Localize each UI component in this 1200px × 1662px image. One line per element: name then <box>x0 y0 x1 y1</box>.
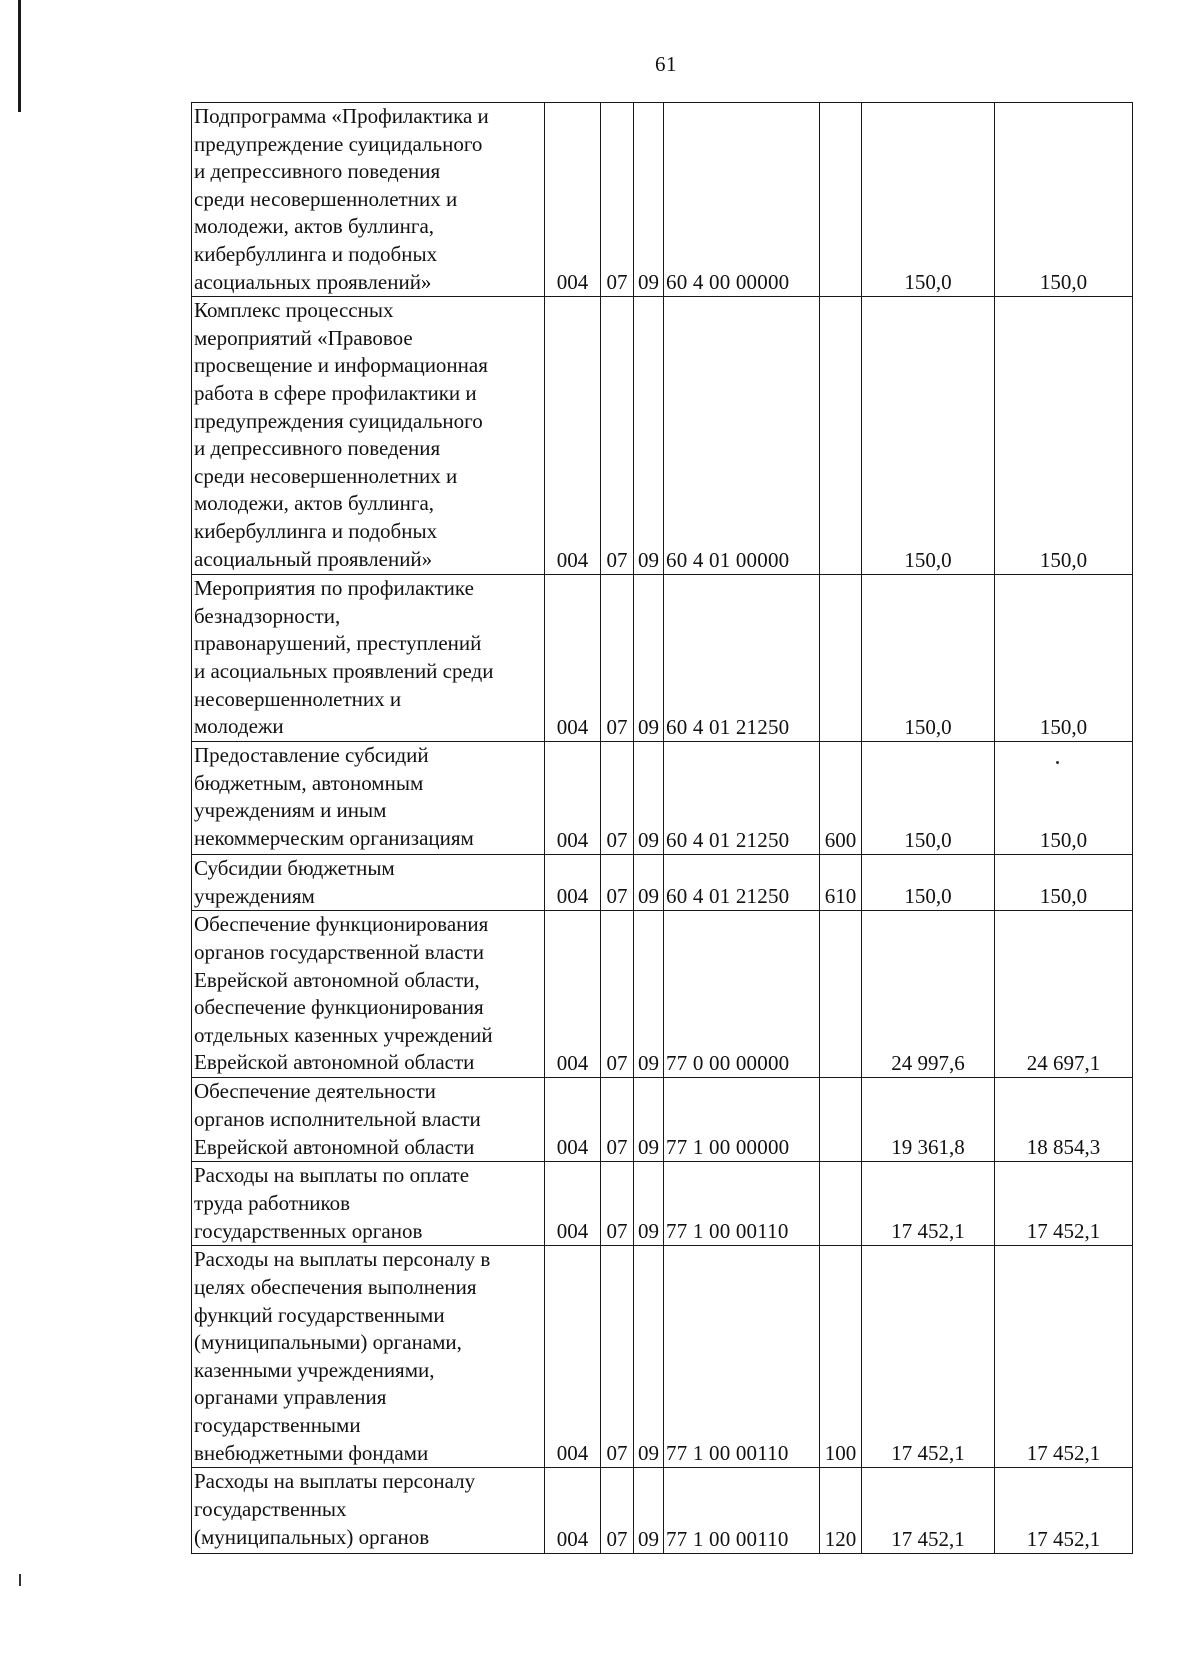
cell-rz: 07 <box>601 103 634 297</box>
cell-vr: 600 <box>820 742 862 855</box>
table-row <box>192 575 1133 742</box>
cell-sum-1: 17 452,1 <box>862 1162 995 1246</box>
cell-vr <box>820 103 862 297</box>
cell-sum-1: 150,0 <box>862 855 995 911</box>
cell-rz: 07 <box>601 575 634 742</box>
cell-pr: 09 <box>634 1246 664 1468</box>
cell-ved: 004 <box>545 297 601 575</box>
scan-edge-tick <box>19 1574 21 1586</box>
table-row <box>192 1162 1133 1246</box>
cell-sum-1: 150,0 <box>862 297 995 575</box>
row-name: Обеспечение функционирования органов государственной власти Еврейской автономной области, обеспечение функционирования отдельных казенных учреждений Еврейской автономной области <box>192 911 545 1078</box>
cell-csr: 77 1 00 00110 <box>664 1162 820 1246</box>
row-name: Расходы на выплаты по оплате труда работников государственных органов <box>192 1162 545 1246</box>
cell-ved: 004 <box>545 1078 601 1162</box>
cell-ved: 004 <box>545 1162 601 1246</box>
row-name: Расходы на выплаты персоналу в целях обеспечения выполнения функций государственными (муниципальными) органами, казенными учреждениями, органами управления государственными внебюджетными фондами <box>192 1246 545 1468</box>
cell-pr: 09 <box>634 297 664 575</box>
cell-rz: 07 <box>601 1246 634 1468</box>
cell-sum-2: 24 697,1 <box>995 911 1133 1078</box>
cell-rz: 07 <box>601 855 634 911</box>
cell-sum-2: 17 452,1 <box>995 1468 1133 1554</box>
table-row <box>192 1078 1133 1162</box>
table-row <box>192 742 1133 855</box>
cell-csr: 77 0 00 00000 <box>664 911 820 1078</box>
cell-sum-2: 150,0 <box>995 103 1133 297</box>
cell-vr <box>820 1162 862 1246</box>
cell-rz: 07 <box>601 297 634 575</box>
cell-csr: 60 4 01 21250 <box>664 742 820 855</box>
cell-pr: 09 <box>634 742 664 855</box>
cell-csr: 77 1 00 00110 <box>664 1468 820 1554</box>
cell-ved: 004 <box>545 1468 601 1554</box>
row-name: Субсидии бюджетным учреждениям <box>192 855 545 911</box>
cell-rz: 07 <box>601 911 634 1078</box>
cell-sum-1: 150,0 <box>862 742 995 855</box>
row-name: Расходы на выплаты персоналу государственных (муниципальных) органов <box>192 1468 545 1554</box>
cell-sum-2: 150,0 <box>995 575 1133 742</box>
cell-sum-1: 17 452,1 <box>862 1246 995 1468</box>
page-number: 61 <box>655 52 677 76</box>
cell-ved: 004 <box>545 911 601 1078</box>
cell-pr: 09 <box>634 855 664 911</box>
cell-sum-2: 18 854,3 <box>995 1078 1133 1162</box>
cell-pr: 09 <box>634 103 664 297</box>
cell-ved: 004 <box>545 742 601 855</box>
cell-vr: 610 <box>820 855 862 911</box>
table-row <box>192 911 1133 1078</box>
row-name: Предоставление субсидий бюджетным, автономным учреждениям и иным некоммерческим организациям <box>192 742 545 855</box>
table-row <box>192 103 1133 297</box>
table-row <box>192 1468 1133 1554</box>
cell-pr: 09 <box>634 1162 664 1246</box>
cell-sum-2: 17 452,1 <box>995 1246 1133 1468</box>
cell-csr: 77 1 00 00110 <box>664 1246 820 1468</box>
cell-ved: 004 <box>545 855 601 911</box>
cell-sum-1: 24 997,6 <box>862 911 995 1078</box>
cell-vr <box>820 1078 862 1162</box>
row-name: Обеспечение деятельности органов исполнительной власти Еврейской автономной области <box>192 1078 545 1162</box>
cell-pr: 09 <box>634 1078 664 1162</box>
table-row <box>192 855 1133 911</box>
cell-csr: 60 4 01 21250 <box>664 575 820 742</box>
cell-csr: 77 1 00 00000 <box>664 1078 820 1162</box>
table-row <box>192 1246 1133 1468</box>
row-name: Мероприятия по профилактике безнадзорности, правонарушений, преступлений и асоциальных проявлений среди несовершеннолетних и молодежи <box>192 575 545 742</box>
row-name: Подпрограмма «Профилактика и предупреждение суицидального и депрессивного поведения среди несовершеннолетних и молодежи, актов буллинга, кибербуллинга и подобных асоциальных проявлений» <box>192 103 545 297</box>
cell-ved: 004 <box>545 1246 601 1468</box>
cell-rz: 07 <box>601 1078 634 1162</box>
cell-pr: 09 <box>634 911 664 1078</box>
table-row <box>192 297 1133 575</box>
cell-vr <box>820 911 862 1078</box>
cell-vr: 120 <box>820 1468 862 1554</box>
cell-vr <box>820 297 862 575</box>
cell-pr: 09 <box>634 575 664 742</box>
cell-sum-1: 19 361,8 <box>862 1078 995 1162</box>
cell-ved: 004 <box>545 575 601 742</box>
cell-vr: 100 <box>820 1246 862 1468</box>
cell-sum-2: 150,0 <box>995 855 1133 911</box>
cell-sum-2: 17 452,1 <box>995 1162 1133 1246</box>
cell-csr: 60 4 01 21250 <box>664 855 820 911</box>
cell-pr: 09 <box>634 1468 664 1554</box>
cell-sum-1: 150,0 <box>862 103 995 297</box>
row-name: Комплекс процессных мероприятий «Правовое просвещение и информационная работа в сфере профилактики и предупреждения суицидального и депрессивного поведения среди несовершеннолетних и молодежи, актов буллинга, кибербуллинга и подобных асоциальный проявлений» <box>192 297 545 575</box>
cell-vr <box>820 575 862 742</box>
budget-table <box>191 102 1133 1554</box>
cell-ved: 004 <box>545 103 601 297</box>
cell-rz: 07 <box>601 1162 634 1246</box>
cell-sum-1: 150,0 <box>862 575 995 742</box>
cell-csr: 60 4 01 00000 <box>664 297 820 575</box>
cell-sum-1: 17 452,1 <box>862 1468 995 1554</box>
cell-sum-2: 150,0 <box>995 742 1133 855</box>
cell-csr: 60 4 00 00000 <box>664 103 820 297</box>
cell-rz: 07 <box>601 742 634 855</box>
cell-sum-2: 150,0 <box>995 297 1133 575</box>
cell-rz: 07 <box>601 1468 634 1554</box>
